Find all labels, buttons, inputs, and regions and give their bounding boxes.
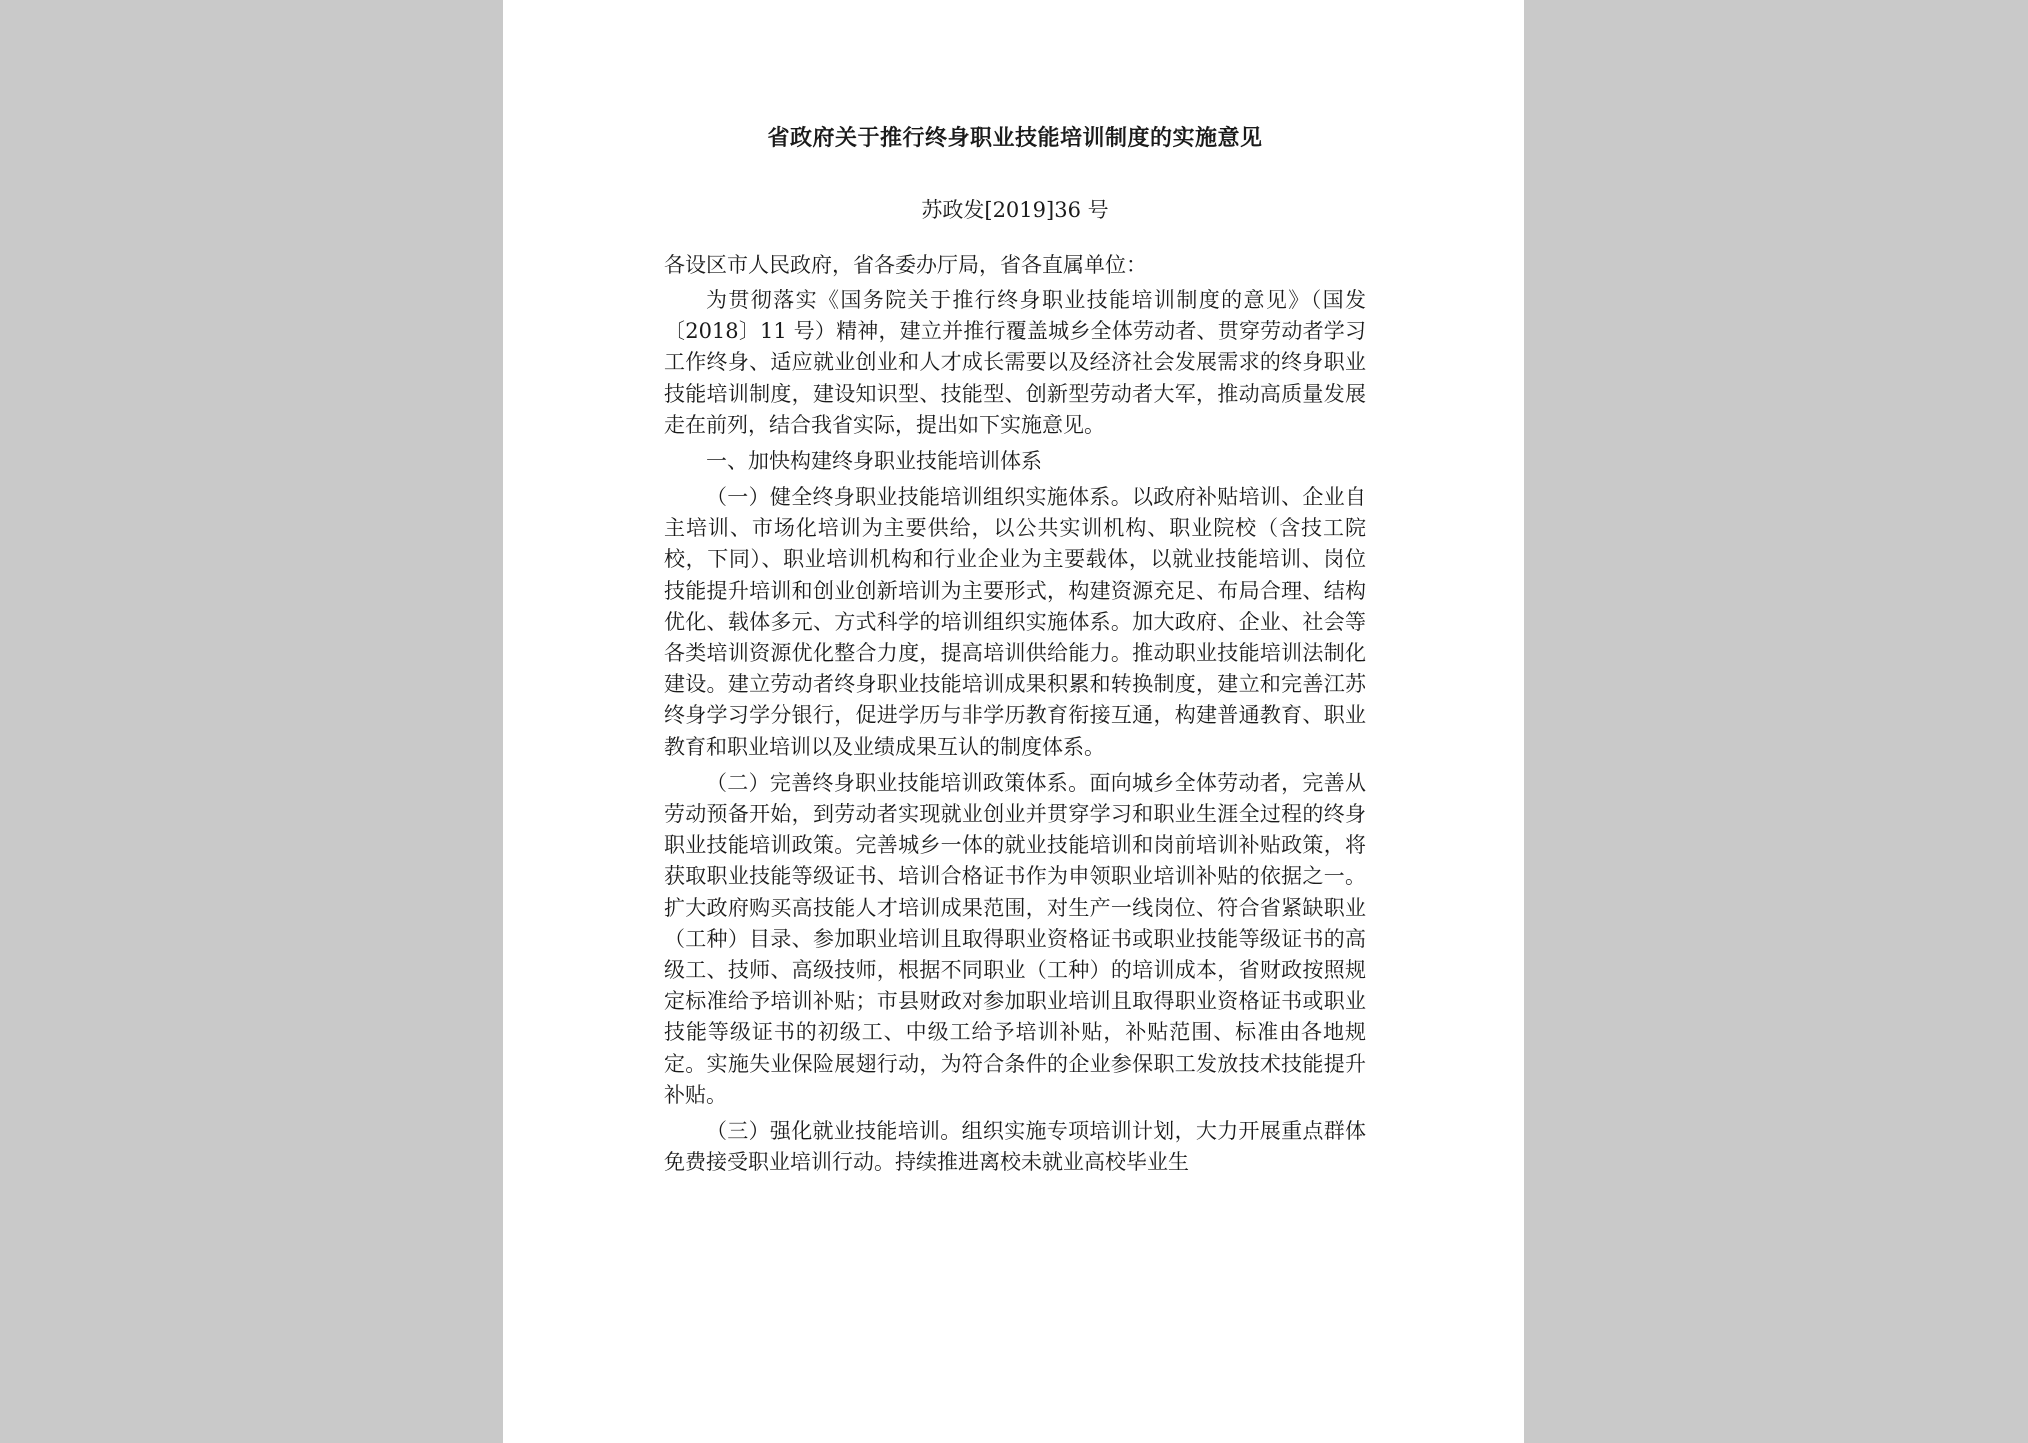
salutation: 各设区市人民政府，省各委办厅局，省各直属单位： bbox=[664, 253, 1147, 277]
paragraph-3: （三）强化就业技能培训。组织实施专项培训计划，大力开展重点群体免费接受职业培训行动。持续推进离校未就业高校毕业生 bbox=[664, 1119, 1366, 1175]
document-number: 苏政发[2019]36 号 bbox=[921, 198, 1109, 222]
document-page bbox=[503, 0, 1524, 1443]
paragraph-1: （一）健全终身职业技能培训组织实施体系。以政府补贴培训、企业自主培训、市场化培训为主要供给，以公共实训机构、职业院校（含技工院校，下同）、职业培训机构和行业企业为主要载体，以就业技能培训、岗位技能提升培训和创业创新培训为主要形式，构建资源充足、布局合理、结构优化、载体多元、方式科学的培训组织实施体系。加大政府、企业、社会等各类培训资源优化整合力度，提高培训供给能力。推动职业技能培训法制化建设。建立劳动者终身职业技能培训成果积累和转换制度，建立和完善江苏终身学习学分银行，促进学历与非学历教育衔接互通，构建普通教育、职业教育和职业培训以及业绩成果互认的制度体系。 bbox=[664, 485, 1366, 759]
document-title: 省政府关于推行终身职业技能培训制度的实施意见 bbox=[767, 125, 1263, 151]
section-heading: 一、加快构建终身职业技能培训体系 bbox=[706, 449, 1042, 474]
paragraph-2: （二）完善终身职业技能培训政策体系。面向城乡全体劳动者，完善从劳动预备开始，到劳动者实现就业创业并贯穿学习和职业生涯全过程的终身职业技能培训政策。完善城乡一体的就业技能培训和岗前培训补贴政策，将获取职业技能等级证书、培训合格证书作为申领职业培训补贴的依据之一。扩大政府购买高技能人才培训成果范围，对生产一线岗位、符合省紧缺职业（工种）目录、参加职业培训且取得职业资格证书或职业技能等级证书的高级工、技师、高级技师，根据不同职业（工种）的培训成本，省财政按照规定标准给予培训补贴；市县财政对参加职业培训且取得职业资格证书或职业技能等级证书的初级工、中级工给予培训补贴，补贴范围、标准由各地规定。实施失业保险展翅行动，为符合条件的企业参保职工发放技术技能提升补贴。 bbox=[664, 770, 1366, 1107]
page-content bbox=[664, 118, 1366, 1183]
intro-paragraph: 为贯彻落实《国务院关于推行终身职业技能培训制度的意见》（国发〔2018〕11 号）精神，建立并推行覆盖城乡全体劳动者、贯穿劳动者学习工作终身、适应就业创业和人才成长需要以及经济社会发展需求的终身职业技能培训制度，建设知识型、技能型、创新型劳动者大军，推动高质量发展走在前列，结合我省实际，提出如下实施意见。 bbox=[664, 288, 1366, 437]
